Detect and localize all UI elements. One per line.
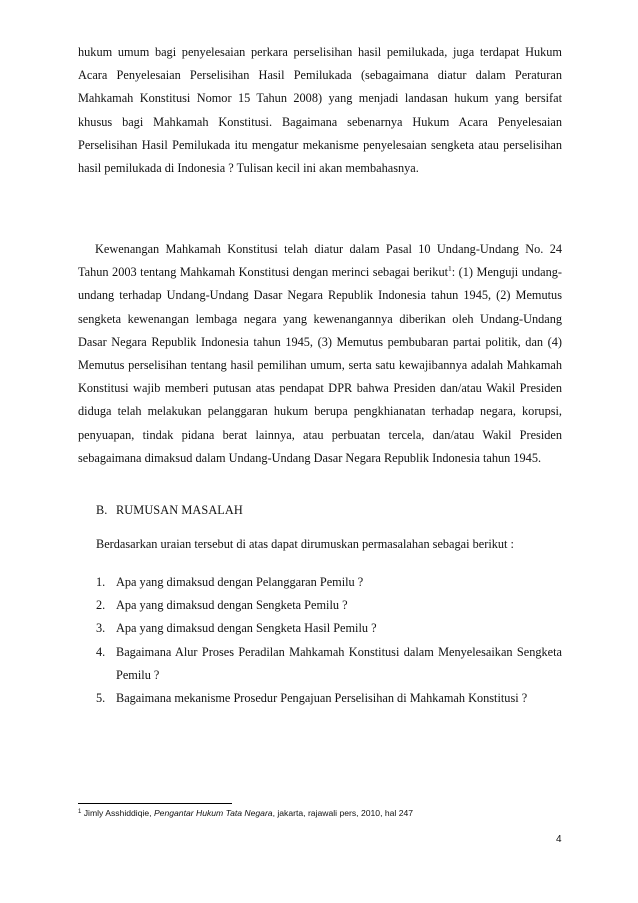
footnote-reference: 1 — [448, 264, 452, 274]
list-item-text: Apa yang dimaksud dengan Sengketa Pemilu ? — [116, 598, 348, 613]
section-title: RUMUSAN MASALAH — [116, 503, 243, 517]
paragraph-2-text-after: : (1) Menguji undang-undang terhadap Undang-Undang Dasar Negara Republik Indonesia tahun 1945, (2) Memutus sengketa kewenangan lembaga negara yang kewenangannya diberikan oleh Undang-Undang Dasar Negara Republik Indonesia tahun 1945, (3) Memutus pembubaran partai politik, dan (4) Memutus perselisihan tentang hasil pemilihan umum, serta satu kewajibannya adalah Mahkamah Konstitusi wajib memberi putusan atas pendapat DPR bahwa Presiden dan/atau Wakil Presiden diduga telah melakukan pelanggaran hukum berupa pengkhianatan terhadap negara, korupsi, penyuapan, tindak pidana berat lainnya, atau perbuatan tercela, dan/atau Wakil Presiden sebagaimana dimaksud dalam Undang-Undang Dasar Negara Republik Indonesia tahun 1945. — [78, 265, 562, 465]
section-heading — [96, 503, 243, 518]
list-item — [96, 571, 562, 594]
footnote-divider — [78, 803, 232, 804]
footnote-marker: 1 — [78, 809, 82, 815]
list-item-number: 2. — [96, 598, 106, 613]
footnote-author: Jimly Asshiddiqie, — [83, 808, 154, 818]
list-item-number: 3. — [96, 621, 106, 636]
list-item-text: Bagaimana mekanisme Prosedur Pengajuan Perselisihan di Mahkamah Konstitusi ? — [116, 691, 528, 706]
list-item-number: 5. — [96, 691, 106, 706]
list-item — [96, 641, 562, 687]
footnote-book-title: Pengantar Hukum Tata Negara — [153, 808, 273, 818]
question-list — [96, 571, 562, 710]
body-paragraph-1: hukum umum bagi penyelesaian perkara perselisihan hasil pemilukada, juga terdapat Hukum Acara Penyelesaian Perselisihan Hasil Pemilukada (sebagaimana diatur dalam Peraturan Mahkamah Konstitusi Nomor 15 Tahun 2008) yang menjadi landasan hukum yang bersifat khusus bagi Mahkamah Konstitusi. Bagaimana sebenarnya Hukum Acara Penyelesaian Perselisihan Hasil Pemilukada itu mengatur mekanisme penyelesaian sengketa atau perselisihan hasil pemilukada di Indonesia ? Tulisan kecil ini akan membahasnya. — [78, 45, 562, 176]
list-item-text: Apa yang dimaksud dengan Pelanggaran Pemilu ? — [116, 575, 364, 589]
list-item-text: Bagaimana Alur Proses Peradilan Mahkamah Konstitusi dalam Menyelesaikan Sengketa Pemilu ? — [116, 644, 562, 682]
page-number: 4 — [556, 834, 562, 845]
paragraph-2-text-before: Kewenangan Mahkamah Konstitusi telah diatur dalam Pasal 10 Undang-Undang No. 24 Tahun 2003 tentang Mahkamah Konstitusi dengan merinci sebagai berikut — [78, 242, 562, 280]
list-item — [96, 687, 562, 710]
list-item-number: 4. — [96, 644, 106, 659]
footnote-publication: , jakarta, rajawali pers, 2010, hal 247 — [272, 808, 414, 818]
section-intro: Berdasarkan uraian tersebut di atas dapat dirumuskan permasalahan sebagai berikut : — [96, 537, 514, 551]
list-item-text: Apa yang dimaksud dengan Sengketa Hasil Pemilu ? — [116, 621, 377, 636]
list-item — [96, 617, 562, 640]
body-paragraph-2 — [78, 238, 562, 470]
section-number: B. — [96, 503, 108, 517]
list-item — [96, 594, 562, 617]
list-item-number: 1. — [96, 575, 106, 589]
footnote — [78, 808, 413, 818]
